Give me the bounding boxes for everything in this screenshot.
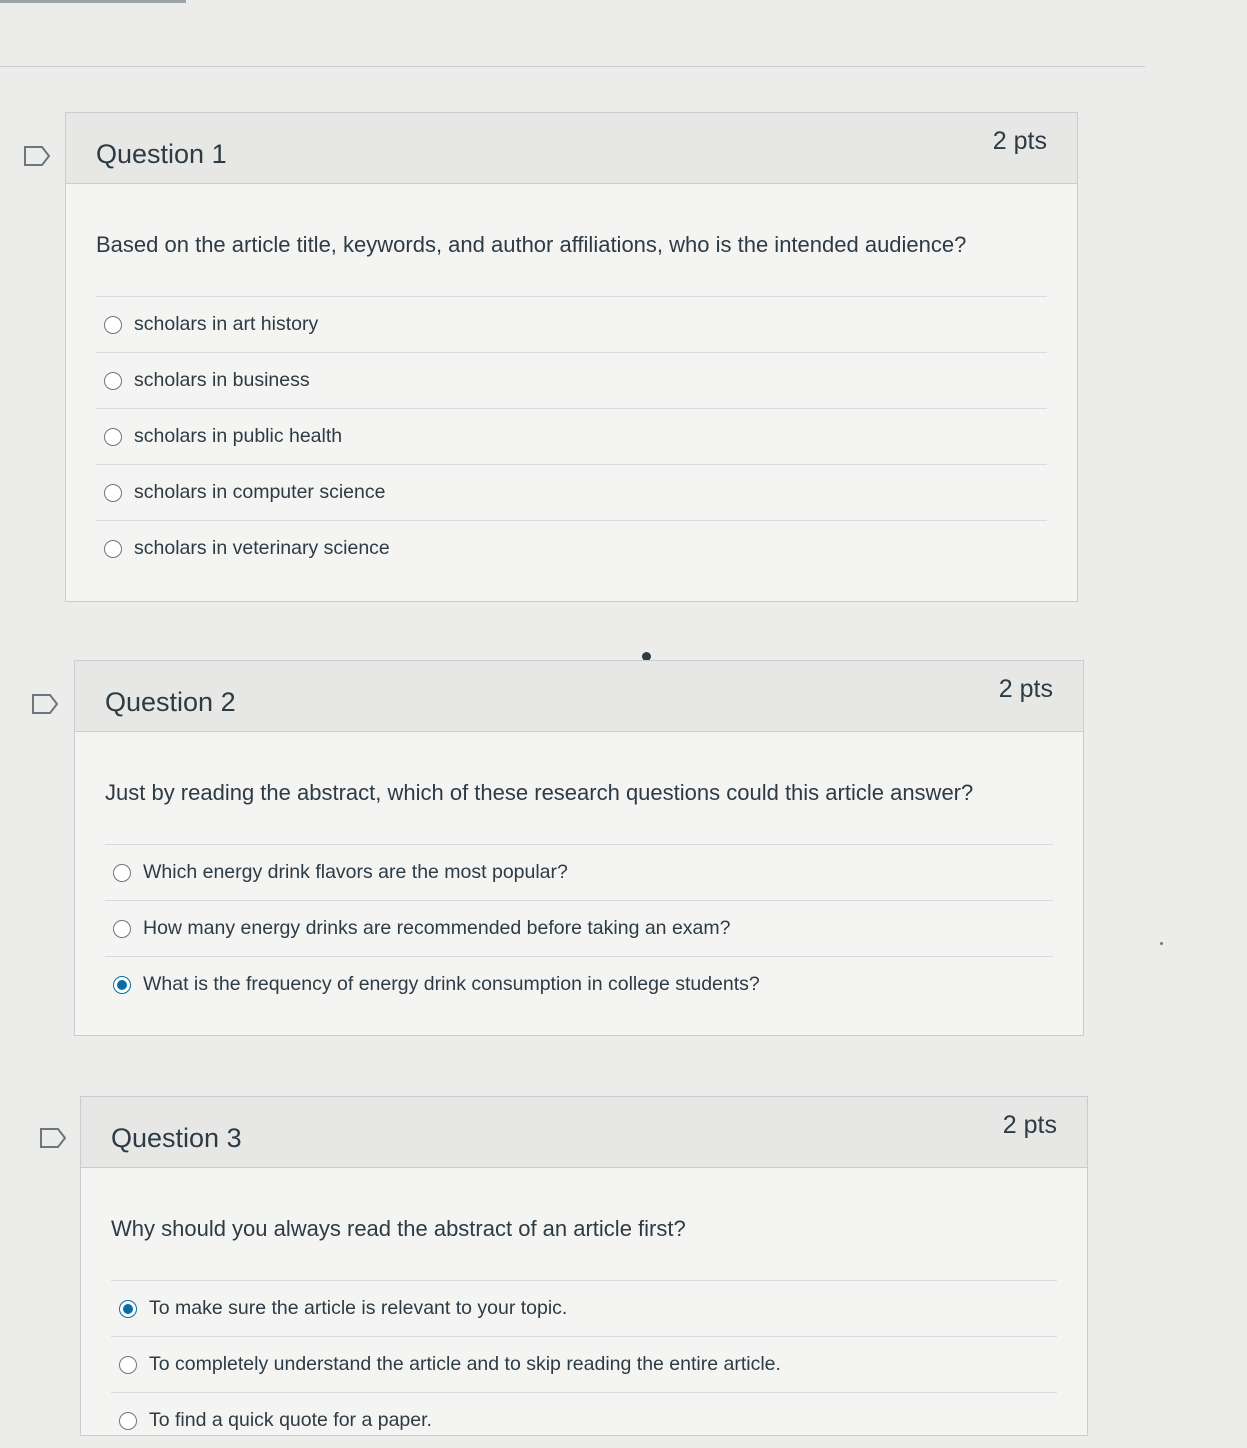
radio-button[interactable]	[104, 372, 122, 390]
radio-button[interactable]	[113, 920, 131, 938]
top-link-underline	[0, 0, 186, 3]
question-title: Question 3	[111, 1123, 242, 1153]
answer-label: To find a quick quote for a paper.	[149, 1409, 432, 1431]
answer-option[interactable]	[111, 1393, 1057, 1448]
answer-option[interactable]	[96, 409, 1047, 465]
answer-option[interactable]	[105, 845, 1053, 901]
radio-button-selected[interactable]	[119, 1300, 137, 1318]
answer-option[interactable]	[96, 465, 1047, 521]
answer-label: scholars in art history	[134, 313, 319, 335]
question-points: 2 pts	[1002, 1111, 1057, 1139]
question-header	[81, 1097, 1087, 1168]
top-divider	[0, 66, 1145, 67]
answer-option[interactable]	[105, 957, 1053, 1012]
answer-label: scholars in public health	[134, 425, 343, 447]
question-points: 2 pts	[998, 675, 1053, 703]
radio-button[interactable]	[104, 316, 122, 334]
answer-option[interactable]	[96, 353, 1047, 409]
question-text: Just by reading the abstract, which of these research questions could this article answer?	[105, 732, 1053, 845]
flag-question-icon[interactable]	[40, 1128, 62, 1146]
question-2	[74, 660, 1084, 1036]
question-title: Question 2	[105, 687, 236, 717]
radio-button[interactable]	[113, 864, 131, 882]
question-3	[80, 1096, 1088, 1436]
question-header	[75, 661, 1083, 732]
radio-button[interactable]	[119, 1356, 137, 1374]
question-text: Why should you always read the abstract of an article first?	[111, 1168, 1057, 1281]
answer-option[interactable]	[111, 1281, 1057, 1337]
flag-question-icon[interactable]	[32, 694, 54, 712]
question-1	[65, 112, 1078, 602]
question-text: Based on the article title, keywords, and author affiliations, who is the intended audience?	[96, 184, 1047, 297]
radio-button[interactable]	[104, 540, 122, 558]
question-points: 2 pts	[992, 127, 1047, 155]
flag-question-icon[interactable]	[24, 146, 46, 164]
answer-label: scholars in computer science	[134, 481, 386, 503]
answer-option[interactable]	[96, 297, 1047, 353]
answer-label: How many energy drinks are recommended before taking an exam?	[143, 917, 731, 939]
answer-label: scholars in business	[134, 369, 310, 391]
radio-button[interactable]	[119, 1412, 137, 1430]
answer-label: To make sure the article is relevant to your topic.	[149, 1297, 568, 1319]
question-header	[66, 113, 1077, 184]
radio-button[interactable]	[104, 484, 122, 502]
answer-label: scholars in veterinary science	[134, 537, 390, 559]
radio-button-selected[interactable]	[113, 976, 131, 994]
answer-label: What is the frequency of energy drink consumption in college students?	[143, 973, 760, 995]
question-title: Question 1	[96, 139, 227, 169]
screen-speck	[1160, 942, 1163, 945]
answer-option[interactable]	[105, 901, 1053, 957]
radio-button[interactable]	[104, 428, 122, 446]
answer-option[interactable]	[96, 521, 1047, 576]
answer-option[interactable]	[111, 1337, 1057, 1393]
answer-label: To completely understand the article and to skip reading the entire article.	[149, 1353, 781, 1375]
answer-label: Which energy drink flavors are the most popular?	[143, 861, 568, 883]
